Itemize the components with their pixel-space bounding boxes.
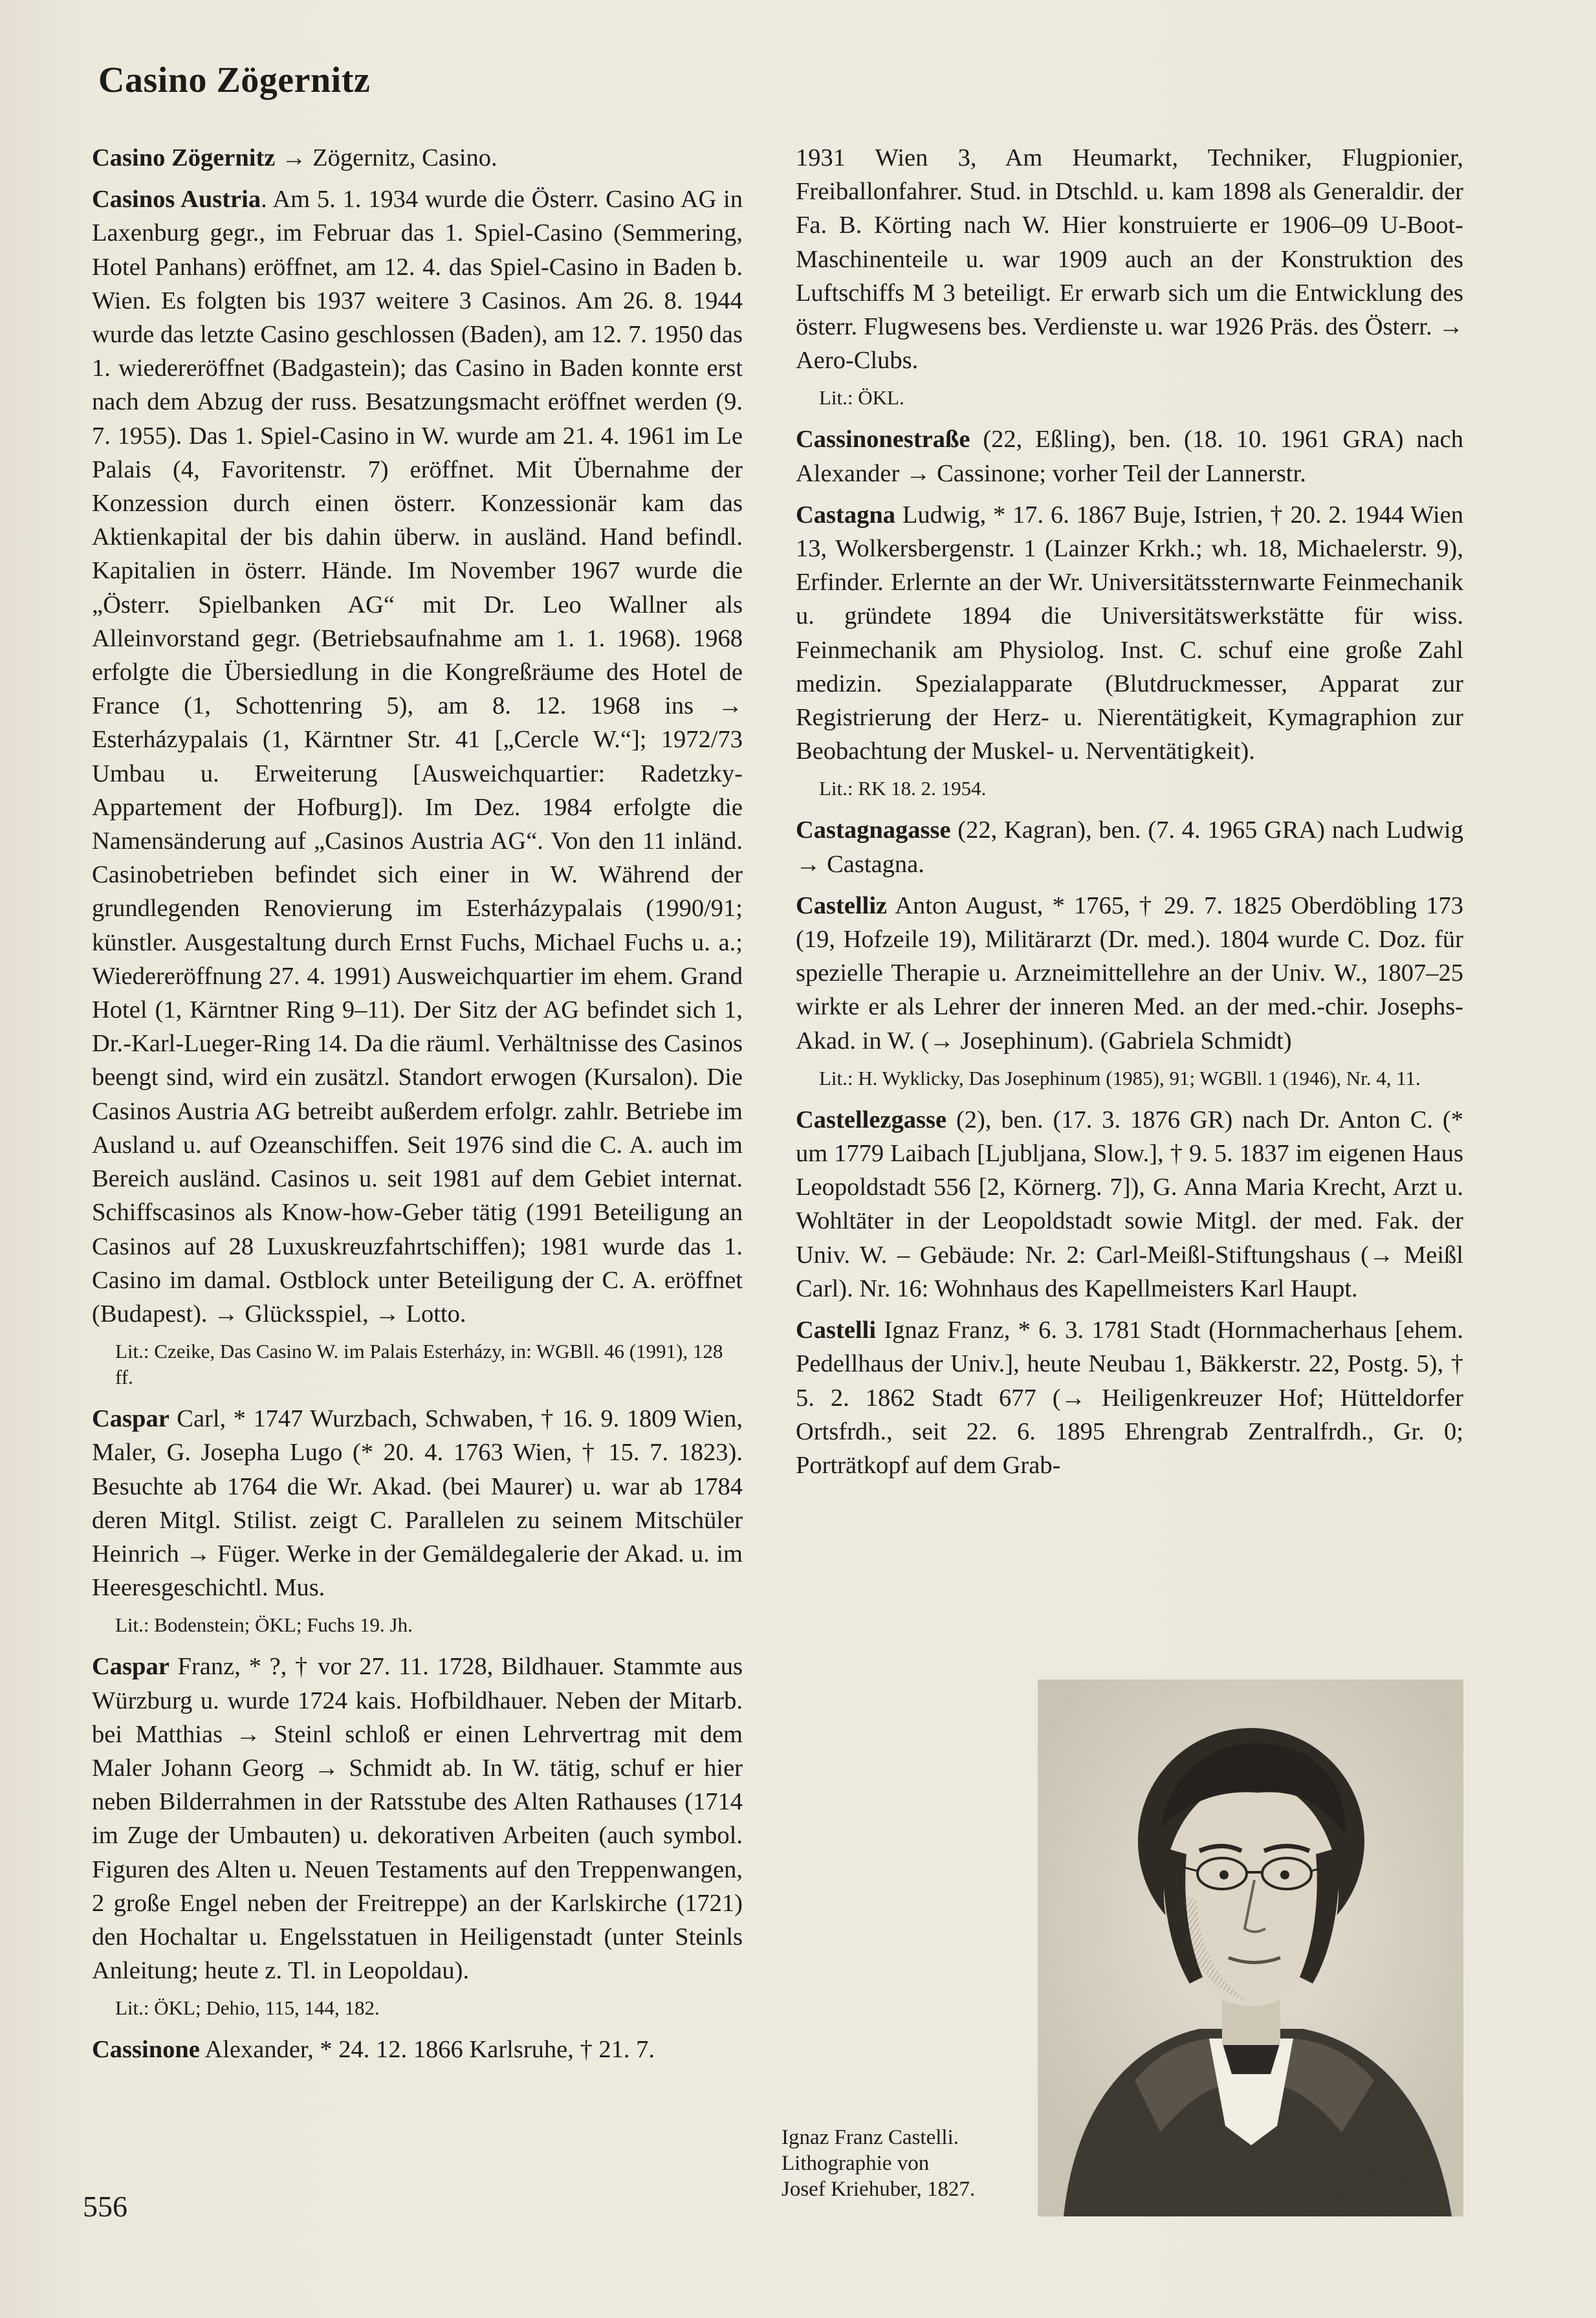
entry-castagnagasse — [796, 813, 1463, 880]
entry-text: . Am 5. 1. 1934 wurde die Österr. Casino AG in Laxenburg gegr., im Februar das 1. Spiel-Casino (Semmering, Hotel Panhans) eröffnet, am 12. 4. das Spiel-Casino in Baden b. Wien. Es folgten bis 1937 weitere 3 Casinos. Am 26. 8. 1944 wurde das letzte Casino geschlossen (Baden), am 12. 7. 1950 das 1. wiedereröffnet (Badgastein); das Casino in Baden konnte erst nach dem Abzug der russ. Besatzungsmacht eröffnet werden (9. 7. 1955). Das 1. Spiel-Casino in W. wurde am 21. 4. 1961 im Le Palais (4, Favoritenstr. 7) eröffnet. Mit Übernahme der Konzession durch einen österr. Konzessionär kam das Aktienkapital der bis dahin überw. in ausländ. Hand befindl. Kapitalien in österr. Hände. Im November 1967 wurde die „Österr. Spielbanken AG“ mit Dr. Leo Wallner als Alleinvorstand gegr. (Betriebsaufnahme am 1. 1. 1968). 1968 erfolgte die Übersiedlung in die Kongreßräume des Hotel de France (1, Schottenring 5), am 8. 12. 1968 ins → Esterházypalais (1, Kärntner Str. 41 [„Cercle W.“]; 1972/73 Umbau u. Erweiterung [Ausweichquartier: Radetzky-Appartement der Hofburg]). Im Dez. 1984 erfolgte die Namensänderung auf „Casinos Austria AG“. Von den 11 inländ. Casinobetrieben befindet sich einer in W. Während der grundlegenden Renovierung im Esterházypalais (1990/91; künstler. Ausgestaltung durch Ernst Fuchs, Michael Fuchs u. a.; Wiedereröffnung 27. 4. 1991) Ausweichquartier im ehem. Grand Hotel (1, Kärntner Ring 9–11). Der Sitz der AG befindet sich 1, Dr.-Karl-Lueger-Ring 14. Da die räuml. Verhältnisse des Casinos beengt sind, wird ein zusätzl. Standort erwogen (Kursalon). Die Casinos Austria AG betreibt außerdem erfolgr. zahlr. Betriebe im Ausland u. auf Ozeanschiffen. Seit 1976 sind die C. A. auch im Bereich ausländ. Casinos u. seit 1981 auf dem Gebiet internat. Schiffscasinos als Know-how-Geber tätig (1991 Beteiligung an Casinos auf 28 Luxuskreuzfahrtschiffen); 1981 wurde das 1. Casino im damal. Ostblock unter Beteiligung der C. A. eröffnet (Budapest). → Glücksspiel, → Lotto. — [92, 186, 743, 1328]
headword: Caspar — [92, 1653, 169, 1681]
headword: Castellezgasse — [796, 1106, 947, 1133]
right-column — [796, 141, 1463, 1490]
literature-note: Lit.: ÖKL. — [819, 386, 904, 410]
running-head: Casino Zögernitz — [98, 60, 371, 100]
caption-line: Josef Kriehuber, 1827. — [782, 2178, 976, 2201]
entry-text: Alexander, * 24. 12. 1866 Karlsruhe, † 21. 7. — [199, 2036, 655, 2064]
literature-note: Lit.: Bodenstein; ÖKL; Fuchs 19. Jh. — [115, 1613, 413, 1637]
caption-line: Lithographie von — [782, 2152, 930, 2175]
entry-text: Ignaz Franz, * 6. 3. 1781 Stadt (Hornmacherhaus [ehem. Pedellhaus der Univ.], heute Neubau 1, Bäkkerstr. 22, Postg. 5), † 5. 2. 1862 Stadt 677 (→ Heiligenkreuzer Hof; Hütteldorfer Ortsfrdh., seit 22. 6. 1895 Ehrengrab Zentralfrdh., Gr. 0; Porträtkopf auf dem Grab- — [796, 1317, 1463, 1479]
entry-cassinonestrasse — [796, 422, 1463, 490]
headword: Cassinonestraße — [796, 426, 970, 454]
entry-caspar-franz — [92, 1650, 743, 1987]
page-number: 556 — [83, 2190, 127, 2223]
entry-castelliz — [796, 889, 1463, 1058]
entry-text: Ludwig, * 17. 6. 1867 Buje, Istrien, † 20. 2. 1944 Wien 13, Wolkersbergenstr. 1 (Lainzer Krkh.; wh. 18, Michaelerstr. 9), Erfinder. Erlernte an der Wr. Universitätssternwarte Feinmechanik u. gründete 1894 die Universitätswerkstätte für wiss. Feinmechanik am Physiolog. Inst. C. schuf eine große Zahl medizin. Spezialapparate (Blutdruckmesser, Apparat zur Registrierung der Herz- u. Nierentätigkeit, Kymagraphion zur Beobachtung der Muskel- u. Nerventätigkeit). — [796, 501, 1463, 765]
headword: Caspar — [92, 1405, 169, 1433]
entry-text: Anton August, * 1765, † 29. 7. 1825 Oberdöbling 173 (19, Hofzeile 19), Militärarzt (Dr. med.). 1804 wurde C. Doz. für spezielle Therapie u. Arzneimittellehre an der Univ. W., 1807–25 wirkte er als Lehrer der inneren Med. an der med.-chir. Josephs-Akad. in W. (→ Josephinum). (Gabriela Schmidt) — [796, 891, 1463, 1055]
headword: Cassinone — [92, 2036, 200, 2064]
headword: Castagnagasse — [796, 816, 951, 844]
figure-caption — [782, 2125, 1027, 2202]
entry-caspar-carl — [92, 1402, 743, 1604]
headword: Castelliz — [796, 891, 888, 919]
entry-text: 1931 Wien 3, Am Heumarkt, Techniker, Flugpionier, Freiballonfahrer. Stud. in Dtschld. u. kam 1898 als Generaldir. der Fa. B. Körting nach W. Hier konstruierte er 1906–09 U-Boot-Maschinenteile u. war 1909 auch an der Konstruktion des Luftschiffs M 3 beteiligt. Er erwarb sich um die Entwicklung des österr. Flugwesens bes. Verdienste u. war 1926 Präs. des Österr. → Aero-Clubs. — [796, 144, 1463, 375]
headword: Castelli — [796, 1317, 877, 1344]
portrait-castelli-image — [1038, 1679, 1463, 2216]
caption-line: Ignaz Franz Castelli. — [782, 2126, 959, 2149]
entry-text: Franz, * ?, † vor 27. 11. 1728, Bildhauer. Stammte aus Würzburg u. wurde 1724 kais. Hofbildhauer. Neben der Mitarb. bei Matthias → Steinl schloß er einen Lehrvertrag mit dem Maler Johann Georg → Schmidt ab. In W. tätig, schuf er hier neben Bilderrahmen in der Ratsstube des Alten Rathauses (1714 im Zuge der Umbauten) u. dekorativen Arbeiten (auch symbol. Figuren des Alten u. Neuen Testaments auf den Treppenwangen, 2 große Engel neben der Freitreppe) an der Karlskirche (1721) den Hochaltar u. Engelsstatuen in Heiligenstadt (unter Steinls Anleitung; heute z. Tl. in Leopoldau). — [92, 1653, 743, 1985]
entry-text: (2), ben. (17. 3. 1876 GR) nach Dr. Anton C. (* um 1779 Laibach [Ljubljana, Slow.], † 9. 5. 1837 im eigenen Haus Leopoldstadt 556 [2, Körnerg. 7]), G. Anna Maria Krecht, Arzt u. Wohltäter in der Leopoldstadt sowie Mitgl. der med. Fak. der Univ. W. – Gebäude: Nr. 2: Carl-Meißl-Stiftungshaus (→ Meißl Carl). Nr. 16: Wohnhaus des Kapellmeisters Karl Haupt. — [796, 1106, 1463, 1302]
literature-note: Lit.: RK 18. 2. 1954. — [819, 777, 987, 800]
literature-note: Lit.: Czeike, Das Casino W. im Palais Esterházy, in: WGBll. 46 (1991), 128 ff. — [115, 1340, 723, 1389]
entry-castagna — [796, 498, 1463, 769]
left-column — [92, 141, 743, 2075]
headword: Castagna — [796, 501, 896, 529]
entry-casino-zoegernitz — [92, 141, 743, 175]
literature-note: Lit.: ÖKL; Dehio, 115, 144, 182. — [115, 1996, 380, 2020]
entry-castellezgasse — [796, 1103, 1463, 1306]
entry-text: (22, Eßling), ben. (18. 10. 1961 GRA) nach Alexander → Cassinone; vorher Teil der Lannerstr. — [796, 426, 1463, 487]
headword: Casinos Austria — [92, 186, 261, 213]
entry-cassinone — [92, 2033, 743, 2066]
entry-cassinone-continued — [796, 141, 1463, 377]
entry-text: → Zögernitz, Casino. — [275, 144, 497, 171]
entry-text: Carl, * 1747 Wurzbach, Schwaben, † 16. 9. 1809 Wien, Maler, G. Josepha Lugo (* 20. 4. 1763 Wien, † 15. 7. 1823). Besuchte ab 1764 die Wr. Akad. (bei Maurer) u. war ab 1784 deren Mitgl. Stilist. zeigt C. Parallelen zu seinem Mitschüler Heinrich → Füger. Werke in der Gemäldegalerie der Akad. u. im Heeresgeschichtl. Mus. — [92, 1405, 743, 1602]
entry-text: (22, Kagran), ben. (7. 4. 1965 GRA) nach Ludwig → Castagna. — [796, 816, 1463, 878]
lithograph-portrait-icon — [1038, 1679, 1463, 2216]
entry-castelli — [796, 1313, 1463, 1482]
headword: Casino Zögernitz — [92, 144, 276, 171]
entry-casinos-austria — [92, 182, 743, 1331]
literature-note: Lit.: H. Wyklicky, Das Josephinum (1985), 91; WGBll. 1 (1946), Nr. 4, 11. — [819, 1066, 1421, 1089]
